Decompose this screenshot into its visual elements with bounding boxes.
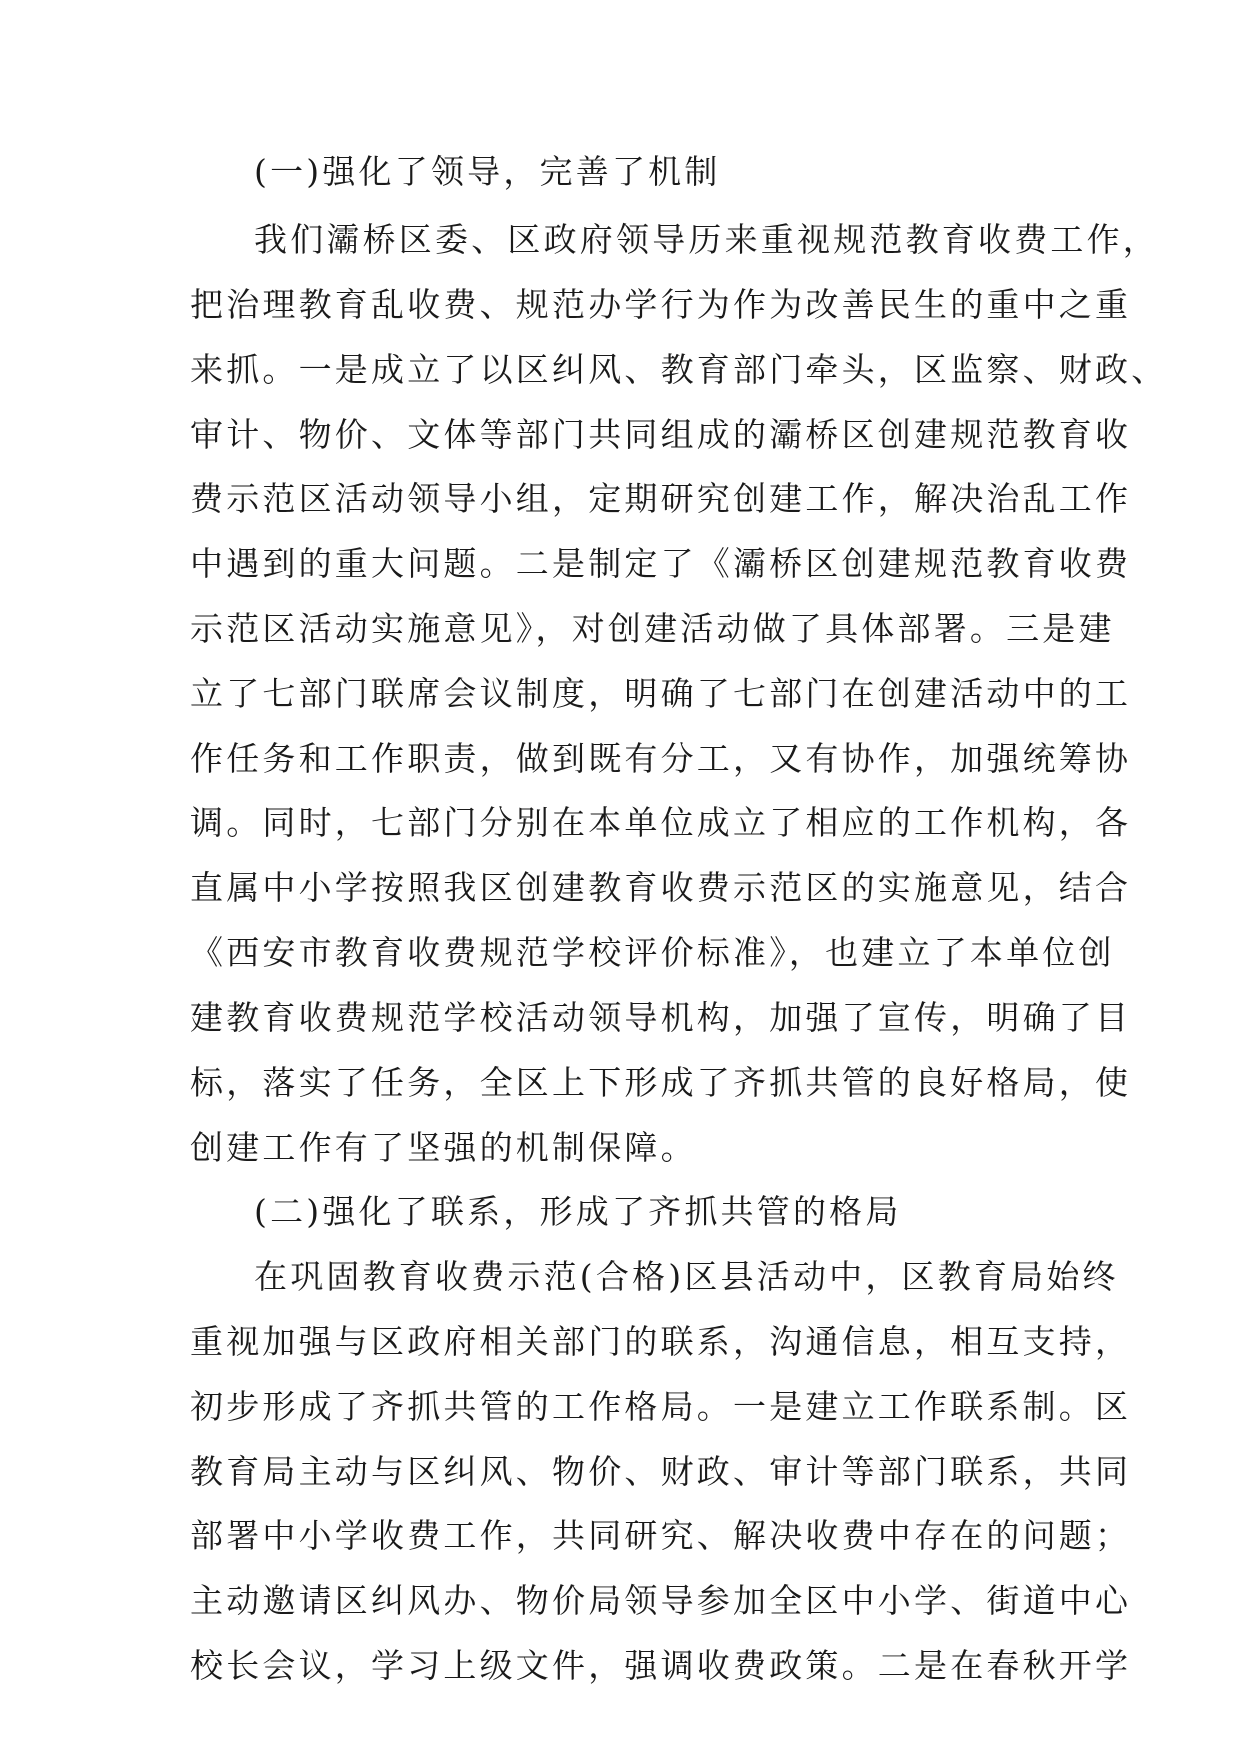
paragraph-line: 校长会议，学习上级文件，强调收费政策。二是在春秋开学 (190, 1646, 1132, 1685)
paragraph-line: 我们灞桥区委、区政府领导历来重视规范教育收费工作， (254, 220, 1159, 259)
paragraph-line: 部署中小学收费工作，共同研究、解决收费中存在的问题； (190, 1516, 1132, 1555)
paragraph-line: 《西安市教育收费规范学校评价标准》，也建立了本单位创 (190, 933, 1115, 972)
paragraph-line: 立了七部门联席会议制度，明确了七部门在创建活动中的工 (190, 674, 1132, 713)
paragraph-line: 来抓。一是成立了以区纠风、教育部门牵头，区监察、财政、 (190, 350, 1168, 389)
paragraph-line: 直属中小学按照我区创建教育收费示范区的实施意见，结合 (190, 868, 1132, 907)
paragraph-line: 初步形成了齐抓共管的工作格局。一是建立工作联系制。区 (190, 1387, 1132, 1426)
paragraph-line: 费示范区活动领导小组，定期研究创建工作，解决治乱工作 (190, 479, 1132, 518)
heading-2: (二)强化了联系，形成了齐抓共管的格局 (254, 1192, 902, 1231)
paragraph-line: 调。同时，七部门分别在本单位成立了相应的工作机构，各 (190, 803, 1132, 842)
paragraph-line: 标，落实了任务，全区上下形成了齐抓共管的良好格局，使 (190, 1063, 1132, 1102)
paragraph-line: 建教育收费规范学校活动领导机构，加强了宣传，明确了目 (190, 998, 1132, 1037)
paragraph-line: 重视加强与区政府相关部门的联系，沟通信息，相互支持， (190, 1322, 1132, 1361)
paragraph-line: 作任务和工作职责，做到既有分工，又有协作，加强统筹协 (190, 739, 1132, 778)
paragraph-line: 主动邀请区纠风办、物价局领导参加全区中小学、街道中心 (190, 1581, 1132, 1620)
paragraph-line: 示范区活动实施意见》，对创建活动做了具体部署。三是建 (190, 609, 1115, 648)
paragraph-line: 中遇到的重大问题。二是制定了《灞桥区创建规范教育收费 (190, 544, 1132, 583)
paragraph-line: 审计、物价、文体等部门共同组成的灞桥区创建规范教育收 (190, 415, 1132, 454)
heading-1: (一)强化了领导，完善了机制 (254, 152, 721, 191)
paragraph-line: 把治理教育乱收费、规范办学行为作为改善民生的重中之重 (190, 285, 1132, 324)
paragraph-line: 教育局主动与区纠风、物价、财政、审计等部门联系，共同 (190, 1452, 1132, 1491)
paragraph-line: 在巩固教育收费示范(合格)区县活动中，区教育局始终 (254, 1257, 1119, 1296)
paragraph-line: 创建工作有了坚强的机制保障。 (190, 1128, 697, 1167)
